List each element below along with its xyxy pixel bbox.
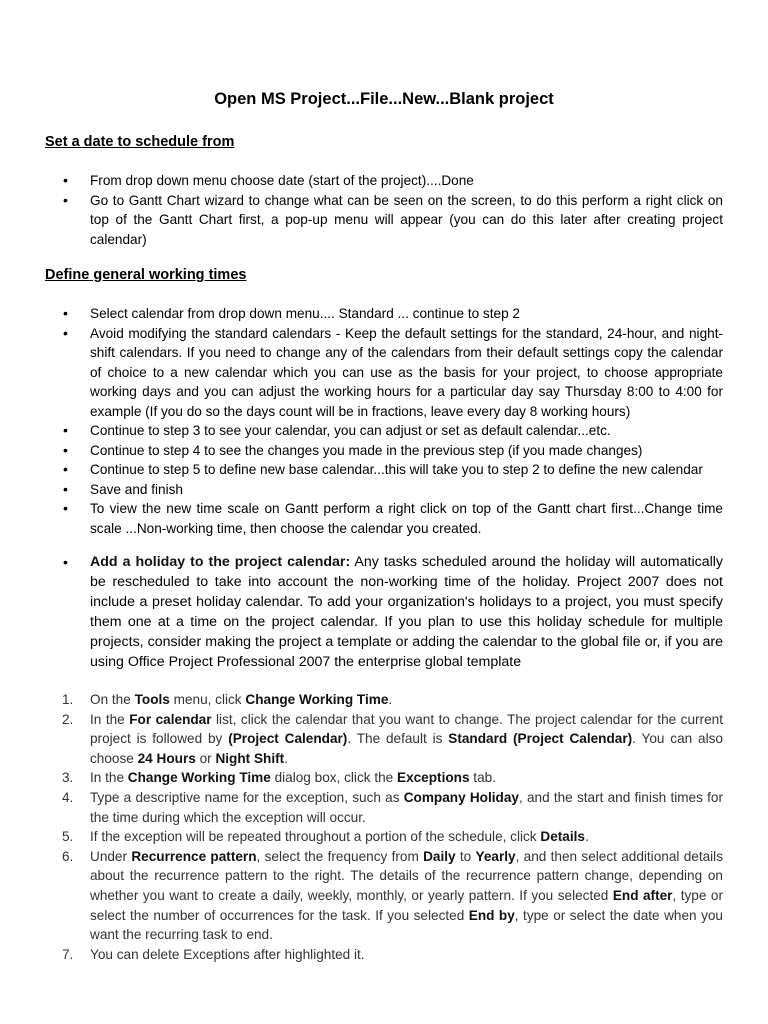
bullet-item: • Avoid modifying the standard calendars - Keep the default settings for the standard, 24-hour, and night-shift calendars. If you need to change any of the calendars from their default settings copy the calendar of choice to a new calendar which you can use as the basis for your project, to choose appropriate working days and you can adjust the working hours for a particular day say Thursday 8:00 to 4:00 for example (If you do so the days count will be in fractions, leave every day 8 working hours) [63,324,723,422]
step-text: , and the start and finish times for the time during which the exception will occur. [90,789,723,825]
step-bold-text: End by [468,907,515,923]
page-title: Open MS Project...File...New...Blank project [214,90,554,108]
step-text: In the [90,770,128,786]
step-item [62,710,723,769]
step-bold-text: Standard (Project Calendar) [448,731,633,747]
step-text: , and then select additional details about the recurrence pattern to the right. The details of the recurrence pattern change, depending on whether you want to create a daily, weekly, monthly, or yearly pattern. If you selected [90,848,723,903]
bullet-item: • Continue to step 4 to see the changes you made in the previous step (if you made changes) [63,441,723,461]
step-text: . You can also choose [90,731,723,766]
step-bold-text: Daily [423,848,456,864]
numbered-steps [62,690,723,964]
bullet-item: • From drop down menu choose date (start of the project)....Done [63,171,723,191]
step-text: If the exception will be repeated throughout a portion of the schedule, click [90,829,541,845]
bullet-item: • Select calendar from drop down menu.... Standard ... continue to step 2 [63,304,723,324]
step-item [62,827,723,847]
step-bold-text: Company Holiday [403,789,519,805]
step-text: tab. [469,770,496,786]
step-item [62,847,723,945]
section-heading-schedule-date: Set a date to schedule from [45,134,235,150]
step-text: . [388,692,393,707]
step-number: 7. [62,946,74,962]
step-number: 2. [62,711,74,727]
bullet-item-holiday [63,552,723,672]
step-bold-text: Details [540,829,585,845]
step-text: to [455,848,476,864]
holiday-text: Any tasks scheduled around the holiday will automatically be rescheduled to take into account the non-working time of the holiday. Project 2007 does not include a preset holiday calendar. To add your organization's holidays to a project, you must specify them one at a time on the project calendar. If you plan to use this holiday schedule for multiple projects, consider making the project a template or adding the calendar to the global file or, if you are using Office Project Professional 2007 the enterprise global template [90,554,723,670]
step-item [62,945,723,965]
step-text: list, click the calendar that you want to change. The project calendar for the current project is followed by [90,711,723,747]
step-text: . [584,829,589,845]
holiday-lead: Add a holiday to the project calendar: [90,554,351,570]
step-bold-text: Recurrence pattern [131,848,257,864]
step-text: , type or select the number of occurrences for the task. If you selected [90,887,723,923]
step-item [62,768,723,788]
step-bold-text: 24 Hours [137,750,196,766]
step-text: You can delete Exceptions after highlighted it. [90,946,365,962]
step-number: 5. [62,829,74,845]
bullet-list-working-times [63,304,723,538]
step-item [62,690,723,710]
section-heading-working-times: Define general working times [45,267,247,283]
step-text: menu, click [169,692,246,707]
bullet-item: • Go to Gantt Chart wizard to change what can be seen on the screen, to do this perform a right click on top of the Gantt Chart first, a pop-up menu will appear (you can do this later after creating project calendar) [63,191,723,250]
step-text: Type a descriptive name for the exception, such as [90,789,404,805]
step-number: 3. [62,770,74,786]
step-bold-text: Exceptions [397,770,470,786]
step-text: . [284,750,288,766]
step-text: , select the frequency from [256,848,424,864]
step-bold-text: For calendar [129,711,212,727]
step-bold-text: (Project Calendar) [228,731,348,747]
step-text: On the [90,692,135,707]
step-text: , type or select the date when you want the recurring task to end. [90,907,723,943]
bullet-item: • To view the new time scale on Gantt perform a right click on top of the Gantt chart first...Change time scale ...Non-working time, then choose the calendar you created. [63,499,723,538]
step-bold-text: End after [612,887,673,903]
bullet-item: • Continue to step 3 to see your calendar, you can adjust or set as default calendar...etc. [63,421,723,441]
bullet-list-schedule-date [63,171,723,249]
step-text: or [195,750,216,766]
step-bold-text: Change Working Time [245,692,389,707]
step-bold-text: Yearly [475,848,516,864]
step-text: In the [90,711,130,727]
step-text: Under [90,848,132,864]
step-number: 4. [62,789,74,805]
step-number: 6. [62,848,74,864]
step-text: . The default is [347,731,449,747]
step-bold-text: Night Shift [215,750,285,766]
step-bold-text: Tools [134,692,170,707]
step-number: 1. [62,692,74,707]
step-item [62,788,723,827]
bullet-item: • Continue to step 5 to define new base calendar...this will take you to step 2 to define the new calendar [63,460,723,480]
step-bold-text: Change Working Time [127,770,271,786]
bullet-list-holiday [63,552,723,672]
bullet-item: • Save and finish [63,480,723,500]
step-text: dialog box, click the [270,770,397,786]
